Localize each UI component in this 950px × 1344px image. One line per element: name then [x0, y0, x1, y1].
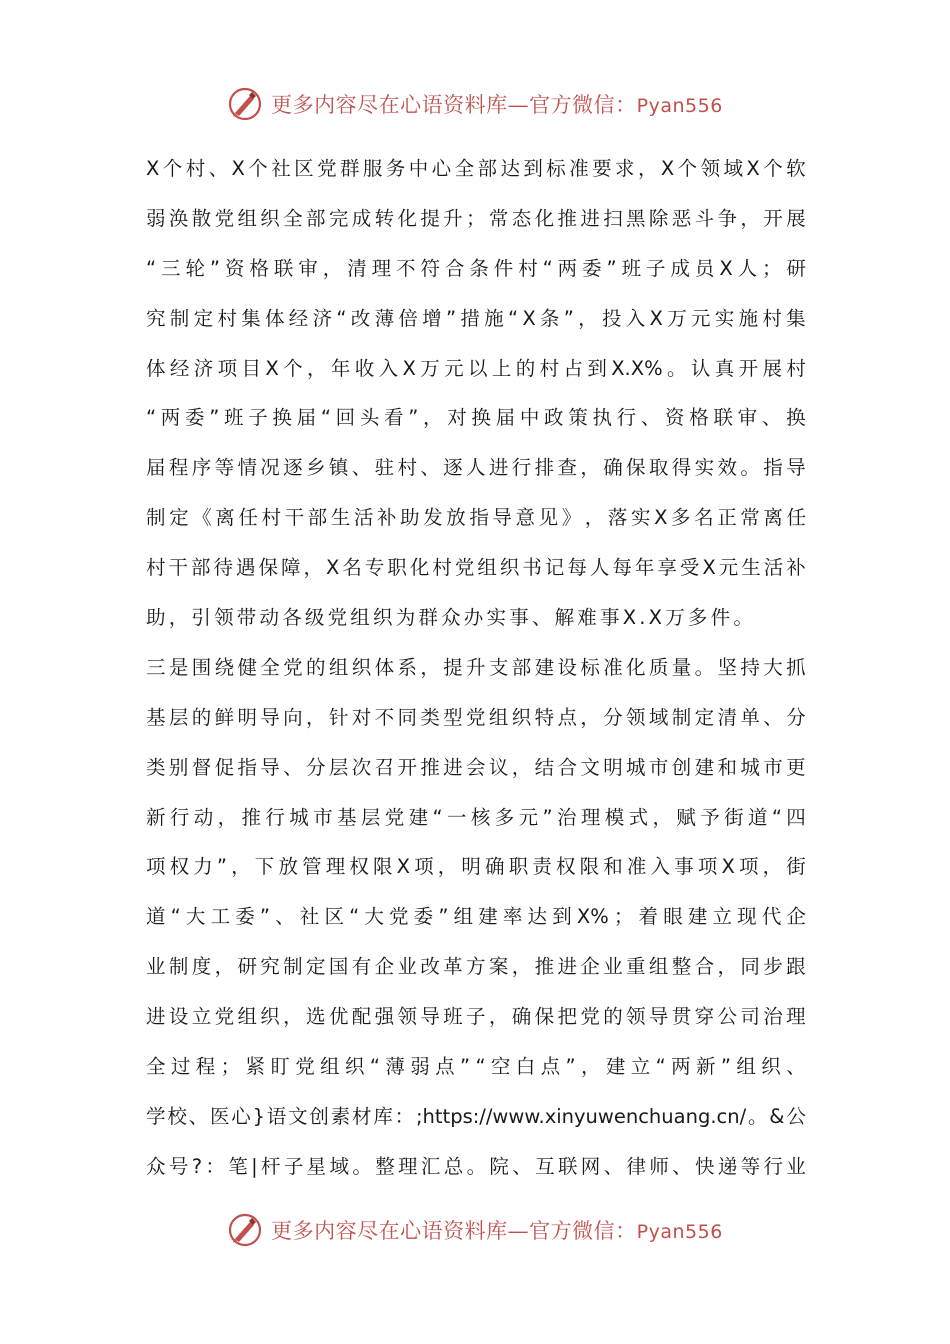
text-line: 究 制 定 村 集 体 经 济 “ 改 薄 倍 增 ” 措 施 “ X 条 ” ， 投 入 X 万 元 实 施 村 集	[146, 306, 806, 330]
footer-banner	[0, 1210, 950, 1250]
text-line: 道 “ 大 工 委 ” 、 社 区 “ 大 党 委 ” 组 建 率 达 到 X% ； 着 眼 建 立 现 代 企	[146, 905, 806, 929]
text-line: 体 经 济 项 目 X 个 ， 年 收 入 X 万 元 以 上 的 村 占 到 X.X% 。 认 真 开 展 村	[146, 356, 806, 380]
pen-logo-icon	[227, 86, 263, 122]
text-line: “ 两 委 ” 班 子 换 届 “ 回 头 看 ” ， 对 换 届 中 政 策 执 行 、 资 格 联 审 、 换	[146, 406, 806, 430]
text-line: 众 号 ? ： 笔 | 杆 子 星 域 。 整 理 汇 总 。 院 、 互 联 网 、 律 师 、 快 递 等 行 业	[146, 1154, 806, 1178]
text-line: 村 干 部 待 遇 保 障 ， X 名 专 职 化 村 党 组 织 书 记 每 人 每 年 享 受 X 元 生 活 补	[146, 556, 806, 580]
footer-wechat-id: Pyan556	[636, 1221, 723, 1243]
document-body	[146, 144, 806, 1192]
text-line: 制 定 《 离 任 村 干 部 生 活 补 助 发 放 指 导 意 见 》 ， 落 实 X 多 名 正 常 离 任	[146, 506, 806, 530]
text-line: 新 行 动 ， 推 行 城 市 基 层 党 建 “ 一 核 多 元 ” 治 理 模 式 ， 赋 予 街 道 “ 四	[146, 805, 806, 829]
footer-banner-text: 更多内容尽在心语资料库—官方微信：Pyan556	[271, 1219, 723, 1243]
text-line: 全 过 程 ； 紧 盯 党 组 织 “ 薄 弱 点 ” “ 空 白 点 ” ， 建 立 “ 两 新 ” 组 织 、	[146, 1055, 806, 1079]
text-line: 基 层 的 鲜 明 导 向 ， 针 对 不 同 类 型 党 组 织 特 点 ， 分 领 域 制 定 清 单 、 分	[146, 705, 806, 729]
text-line: X 个 村 、 X 个 社 区 党 群 服 务 中 心 全 部 达 到 标 准 要 求 ， X 个 领 域 X 个 软	[146, 157, 806, 180]
header-banner	[0, 84, 950, 124]
text-line: 进 设 立 党 组 织 ， 选 优 配 强 领 导 班 子 ， 确 保 把 党 的 领 导 贯 穿 公 司 治 理	[146, 1005, 806, 1029]
pen-logo-icon	[227, 1212, 263, 1248]
text-line: 助，引领带动各级党组织为群众办实事、解难事X.X万多件。	[146, 606, 757, 630]
text-line: 类 别 督 促 指 导 、 分 层 次 召 开 推 进 会 议 ， 结 合 文 明 城 市 创 建 和 城 市 更	[146, 755, 806, 779]
header-banner-text: 更多内容尽在心语资料库—官方微信：Pyan556	[271, 93, 723, 117]
text-line: 弱 涣 散 党 组 织 全 部 完 成 转 化 提 升 ； 常 态 化 推 进 扫 黑 除 恶 斗 争 ， 开 展	[146, 206, 806, 230]
text-line: 项 权 力 ” ， 下 放 管 理 权 限 X 项 ， 明 确 职 责 权 限 和 准 入 事 项 X 项 ， 街	[146, 855, 806, 879]
text-line: 三 是 围 绕 健 全 党 的 组 织 体 系 ， 提 升 支 部 建 设 标 准 化 质 量 。 坚 持 大 抓	[146, 655, 806, 679]
header-wechat-id: Pyan556	[636, 95, 723, 117]
text-line: “ 三 轮 ” 资 格 联 审 ， 清 理 不 符 合 条 件 村 “ 两 委 ” 班 子 成 员 X 人 ； 研	[146, 256, 806, 280]
text-line: 业 制 度 ， 研 究 制 定 国 有 企 业 改 革 方 案 ， 推 进 企 业 重 组 整 合 ， 同 步 跟	[146, 955, 806, 979]
text-line: 学 校 、 医 心 } 语 文 创 素 材 库 ： ;https://www.xinyuwenchuang.cn/ 。 & 公	[146, 1104, 806, 1128]
text-line: 届 程 序 等 情 况 逐 乡 镇 、 驻 村 、 逐 人 进 行 排 查 ， 确 保 取 得 实 效 。 指 导	[146, 456, 806, 480]
